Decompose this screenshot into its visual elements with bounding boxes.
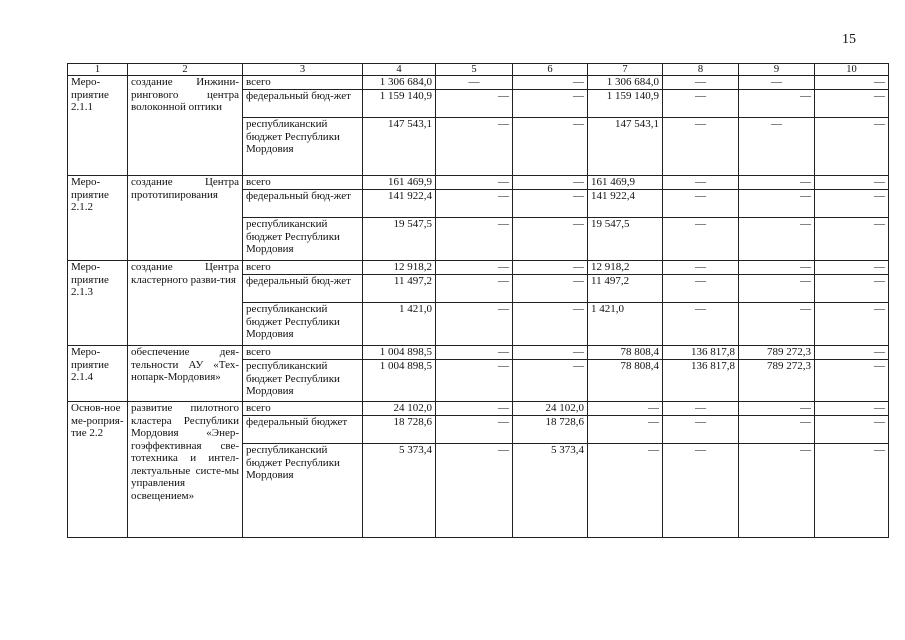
column-header: 1: [68, 64, 128, 76]
row-label-total: всего: [243, 346, 363, 360]
cell-c6: —: [513, 275, 588, 303]
table-row: [68, 402, 889, 416]
cell-c9: 789 272,3: [739, 346, 815, 360]
cell-c4: 24 102,0: [363, 402, 436, 416]
cell-c7: 78 808,4: [588, 360, 663, 402]
cell-c5: —: [436, 275, 513, 303]
cell-c7: 161 469,9: [588, 176, 663, 190]
cell-c6: —: [513, 90, 588, 118]
cell-c9: —: [739, 303, 815, 346]
measure-description: развитие пилотного кластера Республики Мордовия «Энер-гоэффективная све-тотехника и интел-лектуальные систе-мы управления освещением»: [128, 402, 243, 538]
cell-c9: —: [739, 444, 815, 538]
cell-c9: —: [739, 190, 815, 218]
cell-c4: 12 918,2: [363, 261, 436, 275]
row-label-republic: республиканский бюджет Республики Мордовия: [243, 444, 363, 538]
cell-c10: —: [815, 190, 889, 218]
column-header: 3: [243, 64, 363, 76]
cell-c7: —: [588, 444, 663, 538]
cell-c7: 19 547,5: [588, 218, 663, 261]
cell-c6: —: [513, 76, 588, 90]
cell-c4: 147 543,1: [363, 118, 436, 176]
cell-c8: —: [663, 218, 739, 261]
cell-c5: —: [436, 303, 513, 346]
column-header: 10: [815, 64, 889, 76]
budget-table: [67, 63, 889, 538]
cell-c5: —: [436, 360, 513, 402]
cell-c4: 19 547,5: [363, 218, 436, 261]
column-header: 6: [513, 64, 588, 76]
row-label-federal: федеральный бюд-жет: [243, 90, 363, 118]
cell-c6: —: [513, 176, 588, 190]
cell-c7: —: [588, 402, 663, 416]
cell-c10: —: [815, 303, 889, 346]
cell-c6: —: [513, 190, 588, 218]
cell-c5: —: [436, 261, 513, 275]
cell-c9: —: [739, 218, 815, 261]
cell-c8: —: [663, 303, 739, 346]
cell-c10: —: [815, 261, 889, 275]
cell-c10: —: [815, 402, 889, 416]
cell-c8: —: [663, 90, 739, 118]
cell-c5: —: [436, 90, 513, 118]
cell-c9: —: [739, 118, 815, 176]
cell-c9: —: [739, 76, 815, 90]
cell-c5: —: [436, 118, 513, 176]
cell-c4: 1 004 898,5: [363, 346, 436, 360]
cell-c10: —: [815, 76, 889, 90]
cell-c6: 24 102,0: [513, 402, 588, 416]
row-label-total: всего: [243, 261, 363, 275]
cell-c8: —: [663, 444, 739, 538]
column-header: 2: [128, 64, 243, 76]
cell-c10: —: [815, 176, 889, 190]
measure-label: Меро-приятие 2.1.3: [68, 261, 128, 346]
cell-c8: —: [663, 261, 739, 275]
table-row: [68, 176, 889, 190]
row-label-total: всего: [243, 402, 363, 416]
row-label-republic: республиканский бюджет Республики Мордовия: [243, 360, 363, 402]
cell-c9: —: [739, 261, 815, 275]
cell-c6: —: [513, 218, 588, 261]
measure-description: обеспечение дея-тельности АУ «Тех-нопарк-Мордовия»: [128, 346, 243, 402]
column-header: 9: [739, 64, 815, 76]
cell-c4: 11 497,2: [363, 275, 436, 303]
measure-description: создание Центра прототипирования: [128, 176, 243, 261]
column-header: 8: [663, 64, 739, 76]
measure-description: создание Инжини-рингового центра волоконной оптики: [128, 76, 243, 176]
cell-c5: —: [436, 416, 513, 444]
cell-c10: —: [815, 416, 889, 444]
cell-c7: 1 159 140,9: [588, 90, 663, 118]
cell-c5: —: [436, 176, 513, 190]
cell-c7: 141 922,4: [588, 190, 663, 218]
cell-c7: 12 918,2: [588, 261, 663, 275]
table-row: [68, 346, 889, 360]
cell-c6: —: [513, 303, 588, 346]
row-label-republic: республиканский бюджет Республики Мордовия: [243, 218, 363, 261]
measure-label: Меро-приятие 2.1.1: [68, 76, 128, 176]
cell-c8: —: [663, 190, 739, 218]
cell-c6: 5 373,4: [513, 444, 588, 538]
measure-label: Основ-ное ме-роприя-тие 2.2: [68, 402, 128, 538]
cell-c8: —: [663, 76, 739, 90]
cell-c7: 1 306 684,0: [588, 76, 663, 90]
cell-c4: 18 728,6: [363, 416, 436, 444]
cell-c10: —: [815, 275, 889, 303]
cell-c8: 136 817,8: [663, 360, 739, 402]
cell-c6: —: [513, 360, 588, 402]
row-label-federal: федеральный бюд-жет: [243, 275, 363, 303]
cell-c10: —: [815, 444, 889, 538]
row-label-federal: федеральный бюджет: [243, 416, 363, 444]
measure-label: Меро-приятие 2.1.4: [68, 346, 128, 402]
cell-c7: 147 543,1: [588, 118, 663, 176]
cell-c9: 789 272,3: [739, 360, 815, 402]
cell-c6: 18 728,6: [513, 416, 588, 444]
cell-c5: —: [436, 346, 513, 360]
cell-c7: —: [588, 416, 663, 444]
cell-c4: 1 004 898,5: [363, 360, 436, 402]
cell-c4: 141 922,4: [363, 190, 436, 218]
cell-c6: —: [513, 346, 588, 360]
cell-c8: 136 817,8: [663, 346, 739, 360]
cell-c9: —: [739, 402, 815, 416]
cell-c5: —: [436, 402, 513, 416]
cell-c5: —: [436, 76, 513, 90]
cell-c9: —: [739, 90, 815, 118]
column-header: 5: [436, 64, 513, 76]
row-label-federal: федеральный бюд-жет: [243, 190, 363, 218]
cell-c5: —: [436, 190, 513, 218]
page-number: 15: [842, 32, 856, 47]
cell-c4: 5 373,4: [363, 444, 436, 538]
cell-c4: 1 421,0: [363, 303, 436, 346]
cell-c10: —: [815, 346, 889, 360]
cell-c7: 11 497,2: [588, 275, 663, 303]
measure-label: Меро-приятие 2.1.2: [68, 176, 128, 261]
cell-c8: —: [663, 176, 739, 190]
cell-c10: —: [815, 360, 889, 402]
table-row: [68, 261, 889, 275]
cell-c4: 1 306 684,0: [363, 76, 436, 90]
cell-c6: —: [513, 261, 588, 275]
cell-c4: 1 159 140,9: [363, 90, 436, 118]
table-row: [68, 76, 889, 90]
row-label-republic: республиканский бюджет Республики Мордовия: [243, 303, 363, 346]
row-label-total: всего: [243, 76, 363, 90]
cell-c10: —: [815, 90, 889, 118]
cell-c10: —: [815, 118, 889, 176]
cell-c9: —: [739, 176, 815, 190]
cell-c5: —: [436, 218, 513, 261]
measure-description: создание Центра кластерного разви-тия: [128, 261, 243, 346]
cell-c10: —: [815, 218, 889, 261]
cell-c9: —: [739, 416, 815, 444]
cell-c8: —: [663, 118, 739, 176]
cell-c8: —: [663, 416, 739, 444]
header-row: [68, 64, 889, 76]
column-header: 4: [363, 64, 436, 76]
cell-c6: —: [513, 118, 588, 176]
cell-c4: 161 469,9: [363, 176, 436, 190]
cell-c7: 1 421,0: [588, 303, 663, 346]
cell-c8: —: [663, 402, 739, 416]
cell-c5: —: [436, 444, 513, 538]
cell-c8: —: [663, 275, 739, 303]
row-label-total: всего: [243, 176, 363, 190]
row-label-republic: республиканский бюджет Республики Мордовия: [243, 118, 363, 176]
cell-c9: —: [739, 275, 815, 303]
column-header: 7: [588, 64, 663, 76]
cell-c7: 78 808,4: [588, 346, 663, 360]
